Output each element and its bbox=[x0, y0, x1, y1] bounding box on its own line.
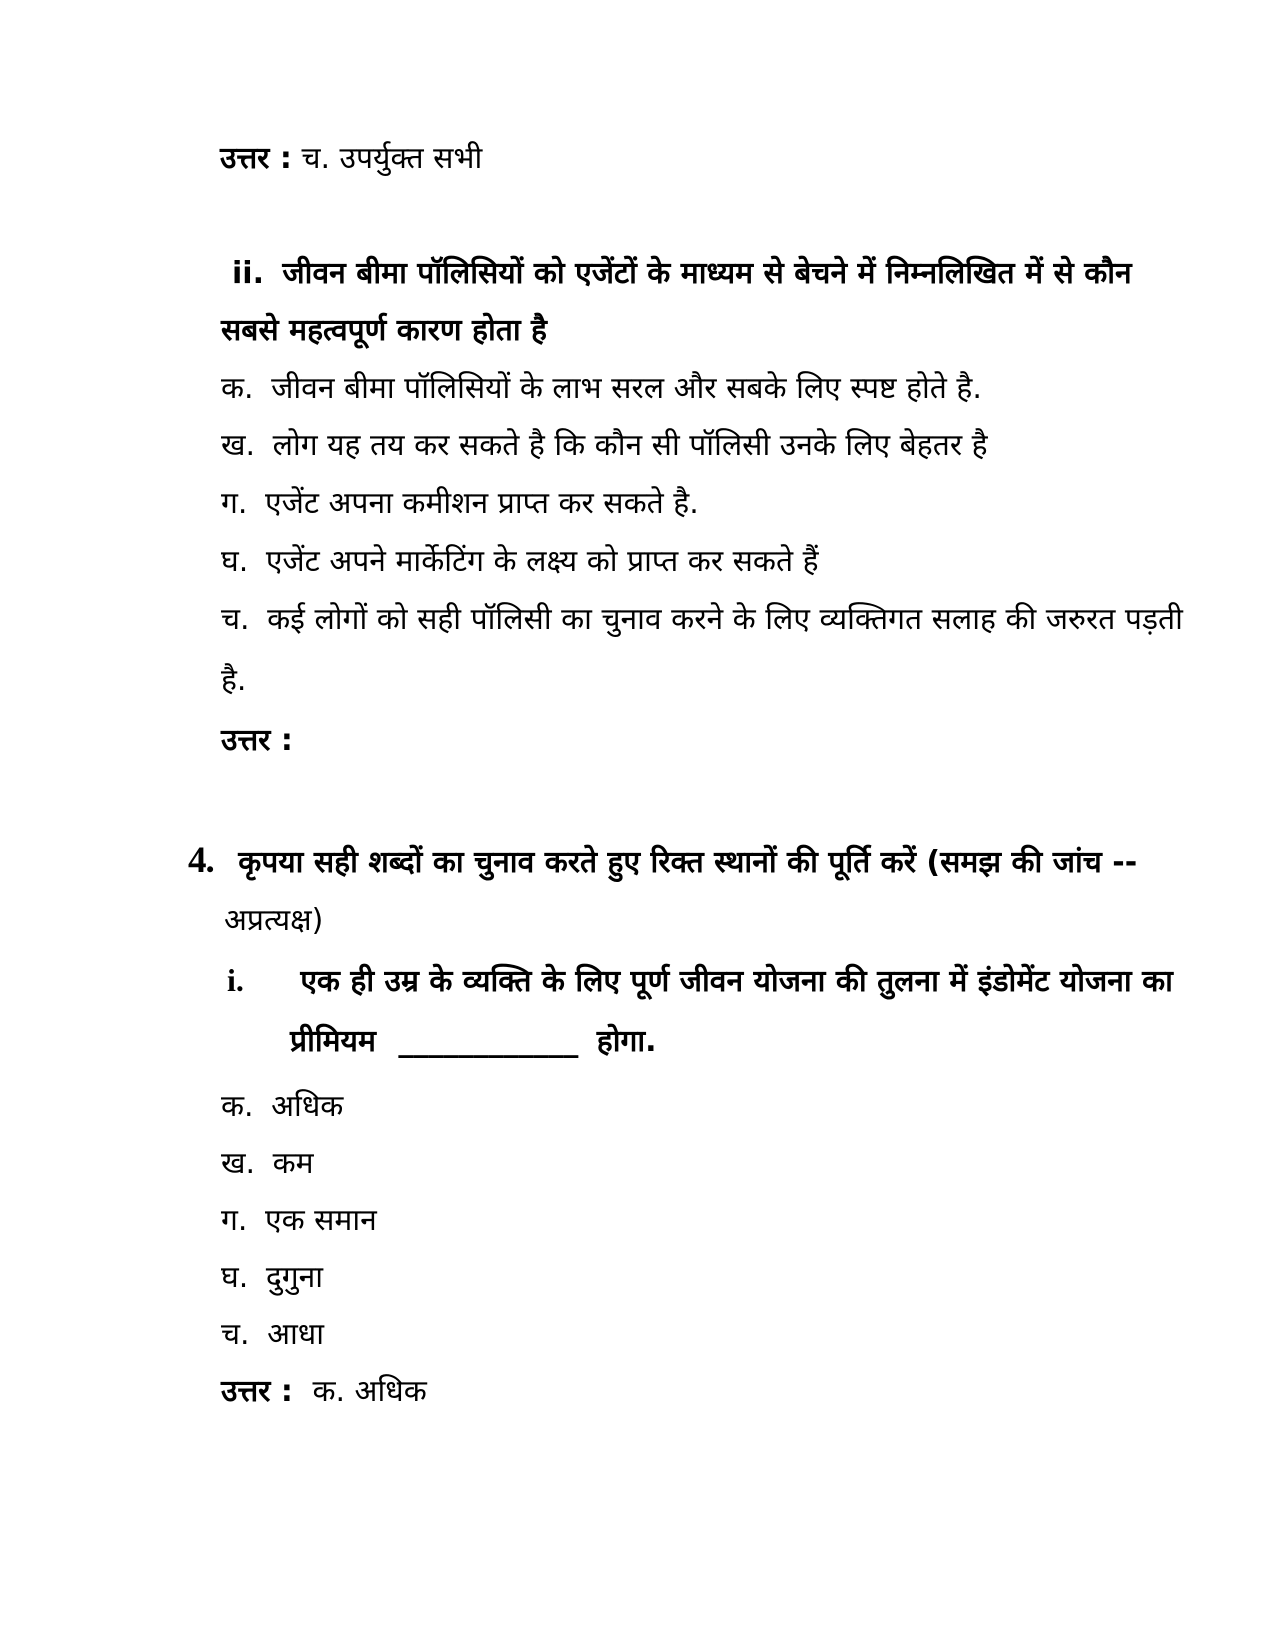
option-key: ख. bbox=[221, 1146, 256, 1181]
sub-i-text: एक ही उम्र के व्यक्ति के लिए पूर्ण जीवन योजना की तुलना में इंडोमेंट योजना का bbox=[300, 964, 1173, 999]
option-key: ग. bbox=[221, 486, 248, 521]
question-4-option-a bbox=[221, 1088, 343, 1126]
question-ii-answer-line bbox=[221, 722, 293, 760]
question-ii-option-e bbox=[221, 601, 1183, 639]
answer-label: उत्तर : bbox=[221, 723, 293, 758]
question-4-number: 4. bbox=[188, 840, 214, 881]
option-text: आधा bbox=[267, 1317, 325, 1352]
question-ii-option-d bbox=[221, 543, 819, 581]
question-ii-number: ii. bbox=[232, 256, 264, 291]
question-4-sub-i-line1 bbox=[227, 960, 1173, 1001]
option-key: क. bbox=[221, 371, 254, 406]
question-ii-option-e-continuation bbox=[221, 662, 246, 700]
option-text: जीवन बीमा पॉलिसियों के लाभ सरल और सबके लिए स्पष्ट होते है. bbox=[271, 371, 982, 406]
option-key: ग. bbox=[221, 1203, 248, 1238]
question-4-option-d bbox=[221, 1259, 323, 1297]
option-text: दुगुना bbox=[265, 1260, 324, 1295]
question-4-answer-line bbox=[221, 1373, 427, 1411]
question-ii-heading-line1 bbox=[232, 255, 1132, 293]
answer-label: उत्तर : bbox=[220, 141, 292, 176]
sub-i-number: i. bbox=[227, 962, 244, 998]
option-key: घ. bbox=[221, 544, 249, 579]
option-text: लोग यह तय कर सकते है कि कौन सी पॉलिसी उनके लिए बेहतर है bbox=[272, 428, 988, 463]
question-ii-option-c bbox=[221, 485, 699, 523]
fill-in-blank: ____________ bbox=[398, 1024, 579, 1059]
question-ii-heading-text2: सबसे महत्वपूर्ण कारण होता है bbox=[221, 313, 547, 348]
option-text: एजेंट अपना कमीशन प्राप्त कर सकते है. bbox=[264, 486, 699, 521]
option-text: अधिक bbox=[271, 1089, 344, 1124]
sub-i-text2: प्रीमियम bbox=[290, 1024, 376, 1059]
sub-i-text3: होगा. bbox=[596, 1024, 657, 1059]
option-key: ख. bbox=[221, 428, 256, 463]
question-ii-option-a bbox=[221, 370, 982, 408]
option-text: एक समान bbox=[264, 1203, 377, 1238]
question-4-option-b bbox=[221, 1145, 314, 1183]
answer-label: उत्तर : bbox=[221, 1374, 293, 1409]
question-4-heading-text2: अप्रत्यक्ष) bbox=[224, 903, 324, 938]
question-4-option-c bbox=[221, 1202, 377, 1240]
option-key: च. bbox=[221, 1317, 250, 1352]
question-4-heading-line1 bbox=[188, 838, 1137, 884]
question-ii-option-b bbox=[221, 427, 988, 465]
option-key: घ. bbox=[221, 1260, 249, 1295]
question-ii-heading-line2 bbox=[221, 312, 547, 350]
option-key: क. bbox=[221, 1089, 254, 1124]
question-4-heading-line2 bbox=[224, 902, 323, 940]
option-text: एजेंट अपने मार्केटिंग के लक्ष्य को प्राप्त कर सकते हैं bbox=[265, 544, 819, 579]
previous-answer-line bbox=[220, 140, 482, 178]
question-4-sub-i-line2 bbox=[290, 1023, 657, 1061]
question-ii-heading-text1: जीवन बीमा पॉलिसियों को एजेंटों के माध्यम से बेचने में निम्नलिखित में से कौन bbox=[282, 256, 1132, 291]
question-4-heading-text1: कृपया सही शब्दों का चुनाव करते हुए रिक्त स्थानों की पूर्ति करें (समझ की जांच -- bbox=[238, 845, 1138, 880]
option-key: च. bbox=[221, 602, 250, 637]
option-text-continuation: है. bbox=[221, 663, 247, 698]
answer-value: च. उपर्युक्त सभी bbox=[301, 141, 483, 176]
question-4-option-e bbox=[221, 1316, 324, 1354]
option-text: कई लोगों को सही पॉलिसी का चुनाव करने के लिए व्यक्तिगत सलाह की जरुरत पड़ती bbox=[267, 602, 1183, 637]
answer-value: क. अधिक bbox=[312, 1374, 427, 1409]
option-text: कम bbox=[272, 1146, 314, 1181]
